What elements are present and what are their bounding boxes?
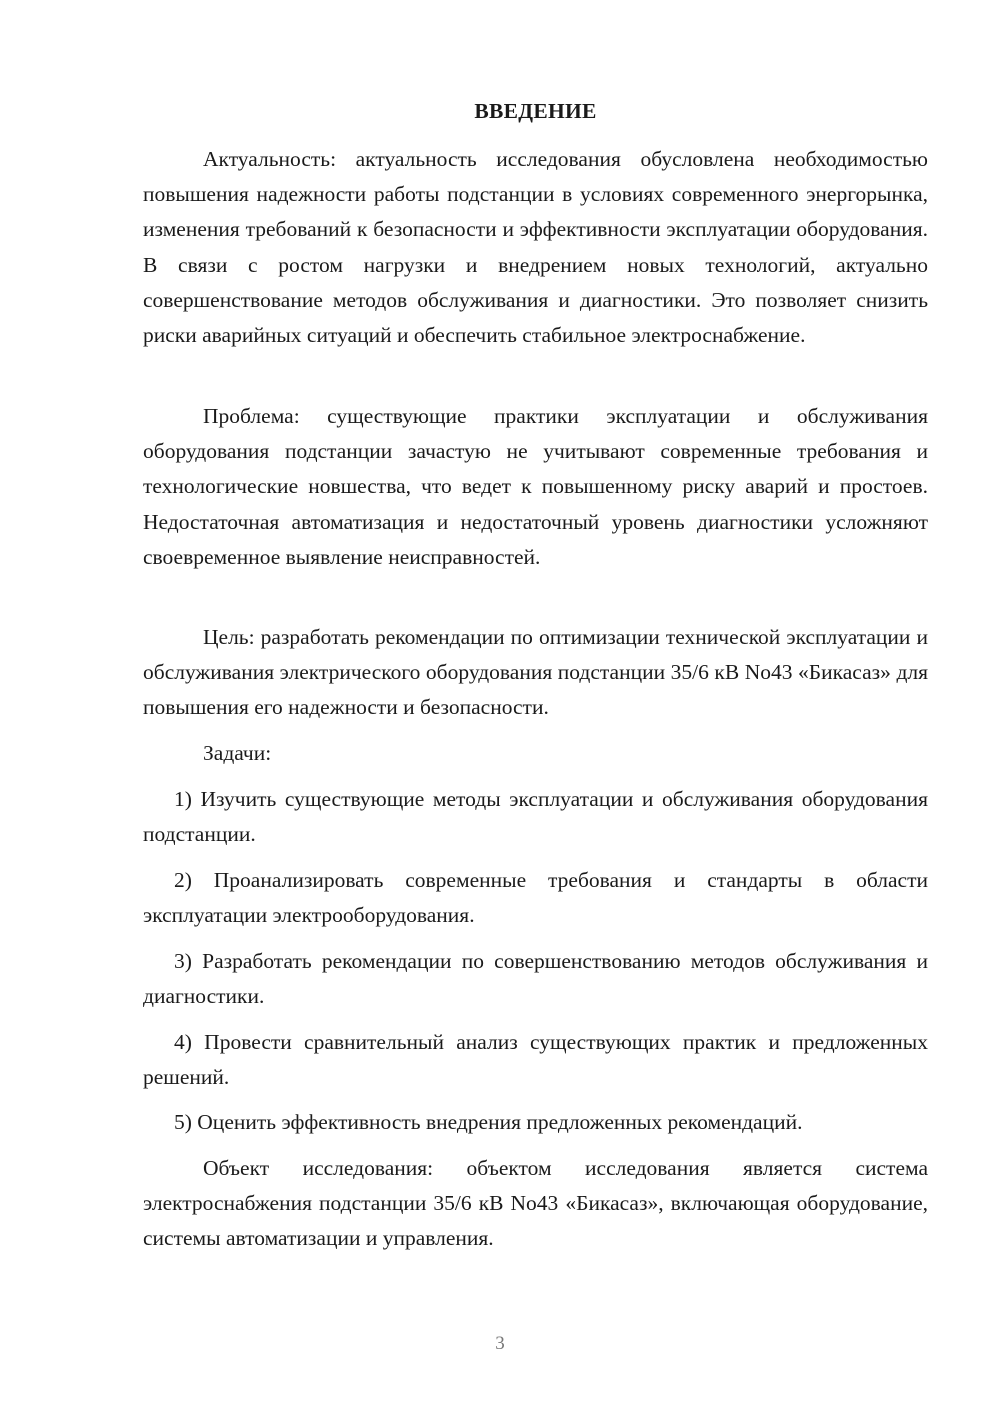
paragraph-object: Объект исследования: объектом исследования является система электроснабжения подстанции 35/6 кВ No43 «Бикасаз», включающая оборудование, системы автоматизации и управления.: [143, 1156, 928, 1251]
page-number: 3: [495, 1333, 505, 1354]
paragraph-goal: Цель: разработать рекомендации по оптимизации технической эксплуатации и обслуживания электрического оборудования подстанции 35/6 кВ No43 «Бикасаз» для повышения его надежности и безопасности.: [143, 625, 928, 720]
tasks-title: Задачи:: [203, 741, 272, 765]
task-item-1: 1) Изучить существующие методы эксплуатации и обслуживания оборудования подстанции.: [143, 787, 928, 847]
section-heading: ВВЕДЕНИЕ: [474, 99, 597, 123]
task-item-3: 3) Разработать рекомендации по совершенствованию методов обслуживания и диагностики.: [143, 949, 928, 1009]
task-item-2: 2) Проанализировать современные требования и стандарты в области эксплуатации электрооборудования.: [143, 868, 928, 928]
task-item-4: 4) Провести сравнительный анализ существующих практик и предложенных решений.: [143, 1030, 928, 1090]
paragraph-relevance: Актуальность: актуальность исследования обусловлена необходимостью повышения надежности работы подстанции в условиях современного энергорынка, изменения требований к безопасности и эффективности эксплуатации оборудования. В связи с ростом нагрузки и внедрением новых технологий, актуально совершенствование методов обслуживания и диагностики. Это позволяет снизить риски аварийных ситуаций и обеспечить стабильное электроснабжение.: [143, 147, 928, 348]
task-item-5: 5) Оценить эффективность внедрения предложенных рекомендаций.: [174, 1110, 803, 1134]
paragraph-problem: Проблема: существующие практики эксплуатации и обслуживания оборудования подстанции зачастую не учитывают современные требования и технологические новшества, что ведет к повышенному риску аварий и простоев. Недостаточная автоматизация и недостаточный уровень диагностики усложняют своевременное выявление неисправностей.: [143, 404, 928, 569]
